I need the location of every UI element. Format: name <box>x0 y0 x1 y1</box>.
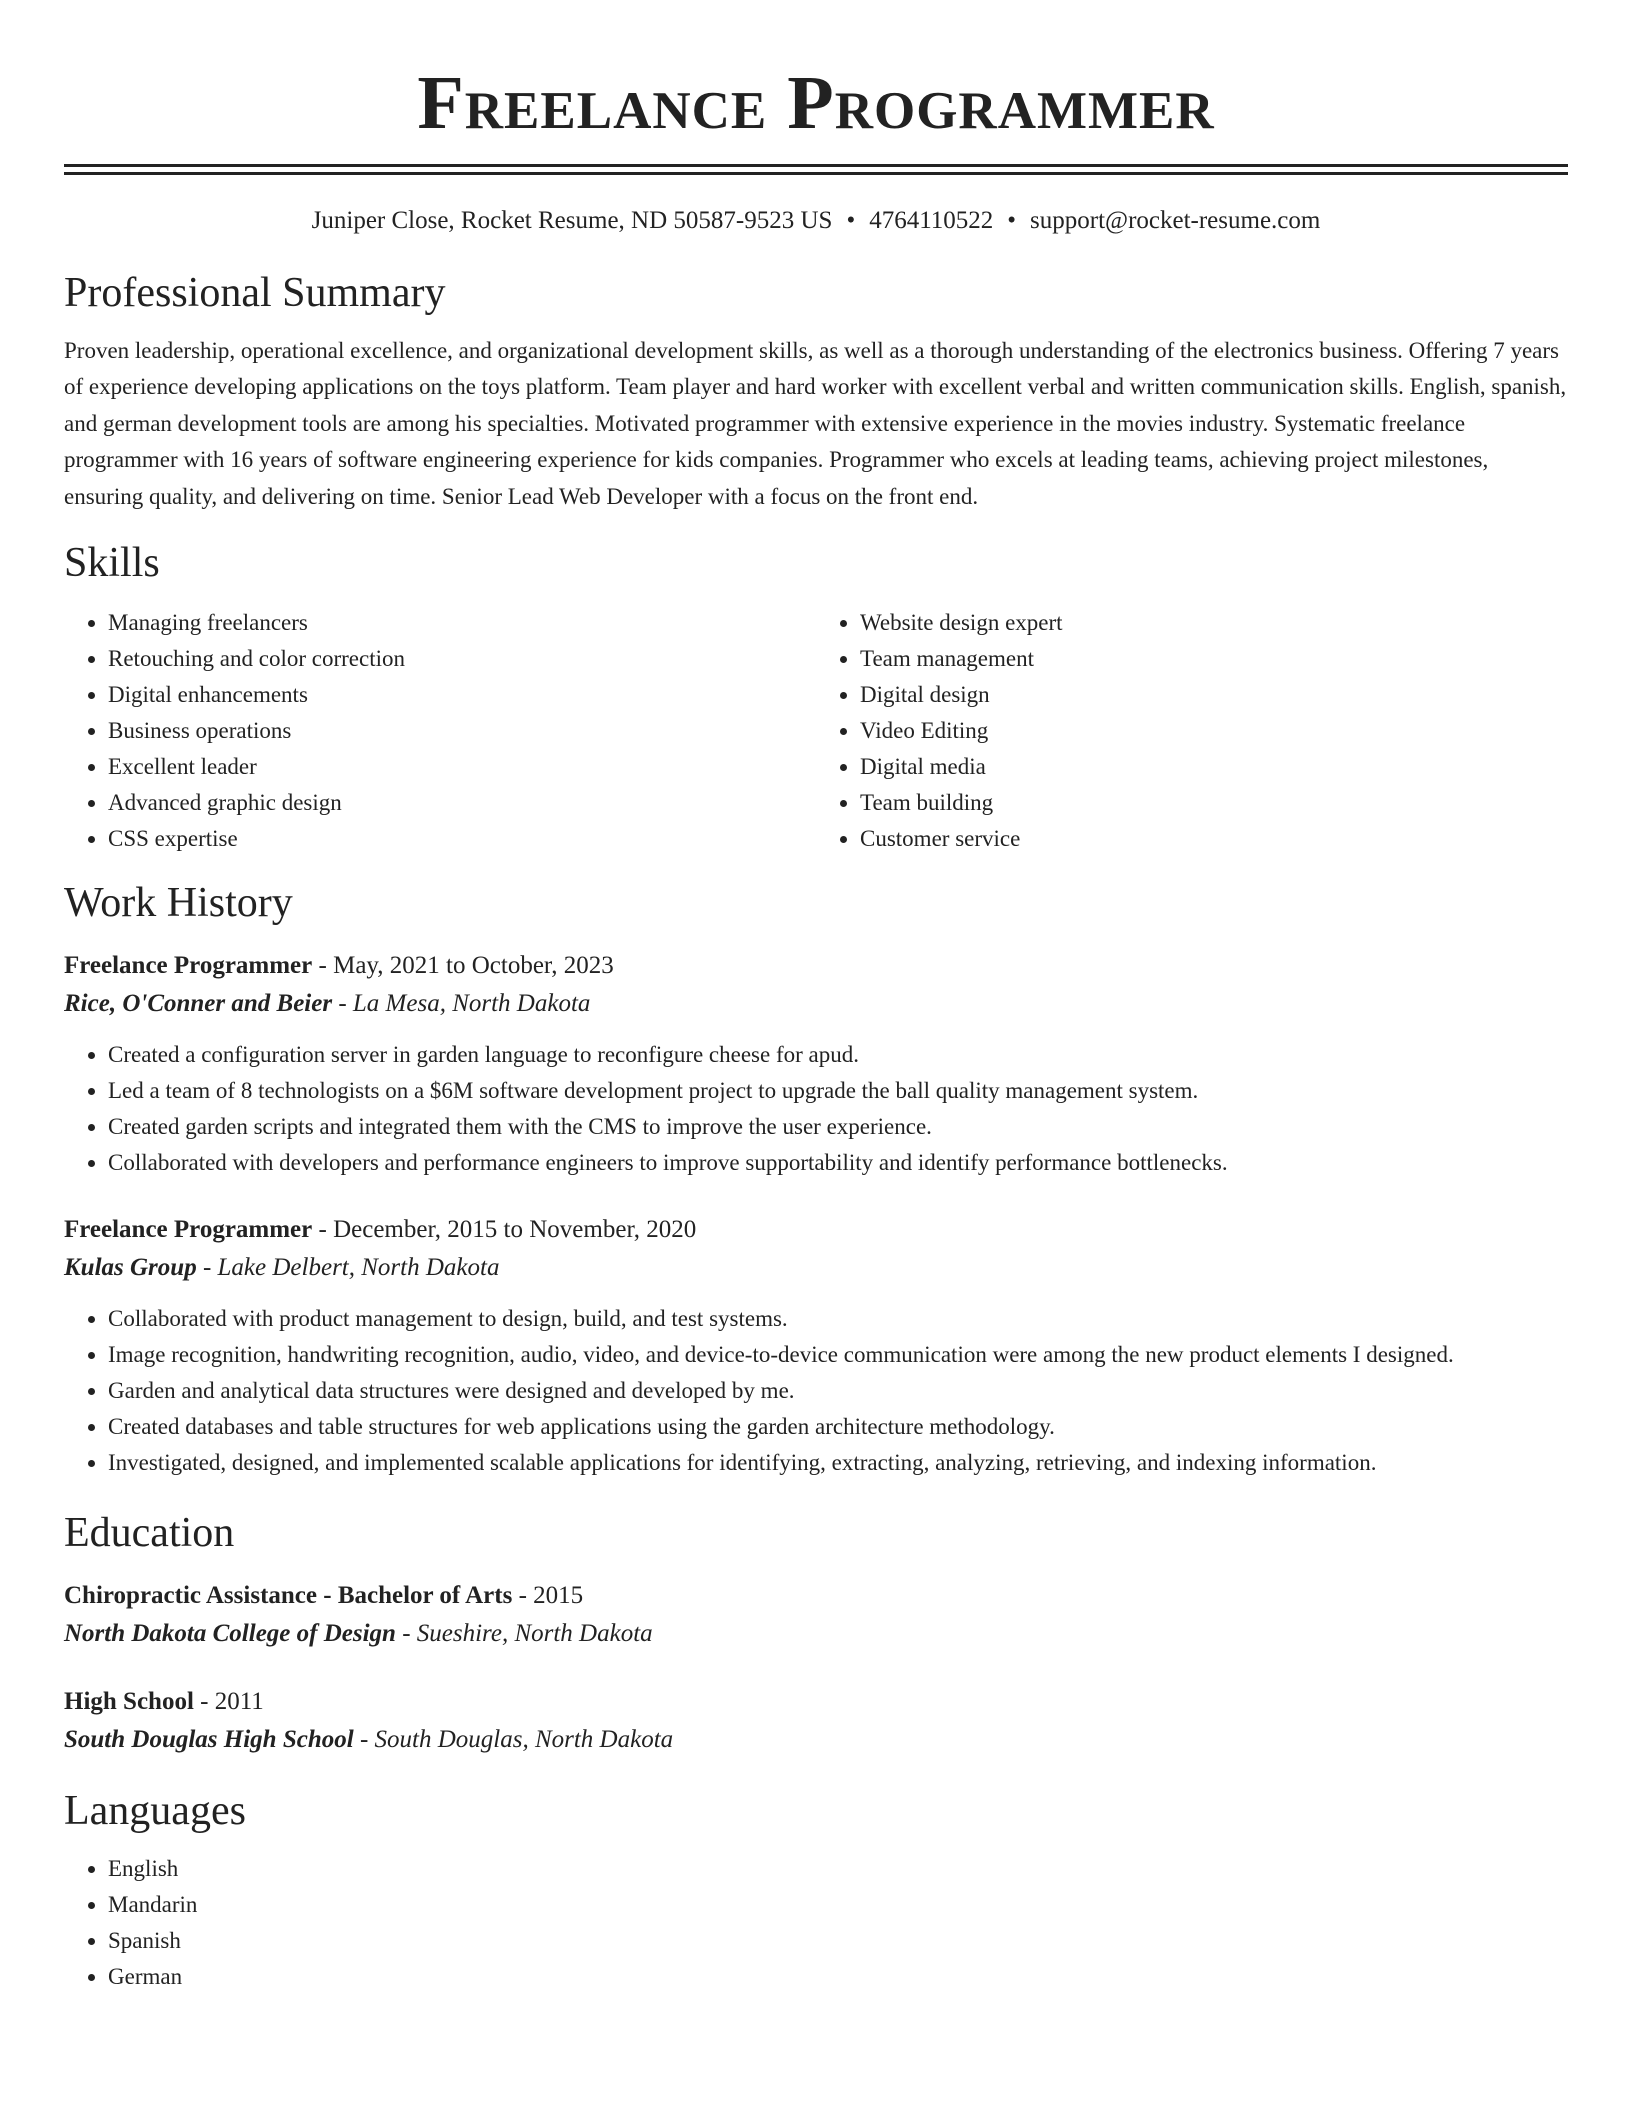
skills-column-right <box>816 605 1568 857</box>
education-degree-line <box>64 1577 1568 1615</box>
contact-separator: • <box>1007 207 1017 234</box>
skill-item: • Managing freelancers <box>108 605 816 641</box>
skill-item: • Retouching and color correction <box>108 641 816 677</box>
skill-item: • Excellent leader <box>108 749 816 785</box>
job-bullet: • Led a team of 8 technologists on a $6M software development project to upgrade the ball quality management system. <box>108 1073 1568 1109</box>
job-company: Rice, O'Conner and Beier <box>64 990 333 1018</box>
skill-item: • Digital enhancements <box>108 677 816 713</box>
job-bullet: • Image recognition, handwriting recognition, audio, video, and device-to-device communication were among the new product elements I designed. <box>108 1337 1568 1373</box>
skill-item: • Team building <box>860 785 1568 821</box>
title-double-rule <box>64 164 1568 175</box>
job-bullet: • Created databases and table structures for web applications using the garden architecture methodology. <box>108 1409 1568 1445</box>
job-dates: - May, 2021 to October, 2023 <box>312 952 614 980</box>
work-history-heading: Work History <box>64 880 293 927</box>
contact-phone: 4764110522 <box>869 207 994 234</box>
job-dates: - December, 2015 to November, 2020 <box>312 1216 697 1244</box>
job-bullet: • Garden and analytical data structures were designed and developed by me. <box>108 1373 1568 1409</box>
education-year: - 2011 <box>193 1688 264 1716</box>
job-role: Freelance Programmer <box>64 1216 313 1244</box>
education-year: - 2015 <box>512 1582 584 1610</box>
job-bullets <box>64 1301 1568 1481</box>
summary-text: Proven leadership, operational excellence, and organizational development skills, as well as a thorough understanding of the electronics business. Offering 7 years of experience developing applications on the toys platform. Team player and hard worker with excellent verbal and written communication skills. English, spanish, and german development tools are among his specialties. Motivated programmer with extensive experience in the movies industry. Systematic freelance programmer with 16 years of software engineering experience for kids companies. Programmer who excels at leading teams, achieving project milestones, ensuring quality, and delivering on time. Senior Lead Web Developer with a focus on the front end. <box>64 338 1567 509</box>
education-degree-line <box>64 1683 1568 1721</box>
education-school: North Dakota College of Design <box>64 1620 396 1648</box>
skill-item: • CSS expertise <box>108 821 816 857</box>
job-bullet: • Collaborated with developers and performance engineers to improve supportability and identify performance bottlenecks. <box>108 1145 1568 1181</box>
job-bullet: • Created a configuration server in garden language to reconfigure cheese for apud. <box>108 1037 1568 1073</box>
job-bullet: • Collaborated with product management to design, build, and test systems. <box>108 1301 1568 1337</box>
job-title-line <box>64 1211 1568 1249</box>
contact-line <box>64 205 1568 237</box>
languages-heading: Languages <box>64 1788 246 1835</box>
job-role: Freelance Programmer <box>64 952 313 980</box>
job-title-line <box>64 947 1568 985</box>
language-item: • Spanish <box>108 1923 1568 1959</box>
job-company-line <box>64 985 1568 1023</box>
contact-email: support@rocket-resume.com <box>1030 207 1321 234</box>
contact-address: Juniper Close, Rocket Resume, ND 50587-9523 US <box>311 207 833 234</box>
job-location: - Lake Delbert, North Dakota <box>196 1254 500 1282</box>
education-location: - Sueshire, North Dakota <box>395 1620 653 1648</box>
job-bullet: • Investigated, designed, and implemented scalable applications for identifying, extracting, analyzing, retrieving, and indexing information. <box>108 1445 1568 1481</box>
skill-item: • Business operations <box>108 713 816 749</box>
skills-list <box>64 605 1568 857</box>
summary-heading: Professional Summary <box>64 270 446 316</box>
resume-title: Freelance Programmer <box>417 61 1215 145</box>
education-school: South Douglas High School <box>64 1726 354 1754</box>
education-school-line <box>64 1721 1568 1759</box>
skills-heading: Skills <box>64 540 160 587</box>
skills-column-left <box>64 605 816 857</box>
job-company-line <box>64 1249 1568 1287</box>
education-heading: Education <box>64 1510 235 1557</box>
skill-item: • Advanced graphic design <box>108 785 816 821</box>
language-item: • German <box>108 1959 1568 1995</box>
contact-separator: • <box>846 207 856 234</box>
job-entry <box>64 947 1568 1181</box>
skill-item: • Digital media <box>860 749 1568 785</box>
job-company: Kulas Group <box>64 1254 197 1282</box>
languages-list <box>64 1851 1568 1995</box>
education-entry <box>64 1577 1568 1653</box>
language-item: • Mandarin <box>108 1887 1568 1923</box>
job-location: - La Mesa, North Dakota <box>332 990 591 1018</box>
skill-item: • Team management <box>860 641 1568 677</box>
skill-item: • Video Editing <box>860 713 1568 749</box>
skill-item: • Digital design <box>860 677 1568 713</box>
education-entry <box>64 1683 1568 1759</box>
education-school-line <box>64 1615 1568 1653</box>
job-bullet: • Created garden scripts and integrated them with the CMS to improve the user experience. <box>108 1109 1568 1145</box>
job-bullets <box>64 1037 1568 1181</box>
job-entry <box>64 1211 1568 1481</box>
language-item: • English <box>108 1851 1568 1887</box>
education-degree: High School <box>64 1688 194 1716</box>
skill-item: • Customer service <box>860 821 1568 857</box>
education-location: - South Douglas, North Dakota <box>353 1726 674 1754</box>
skill-item: • Website design expert <box>860 605 1568 641</box>
education-degree: Chiropractic Assistance - Bachelor of Arts <box>64 1582 513 1610</box>
